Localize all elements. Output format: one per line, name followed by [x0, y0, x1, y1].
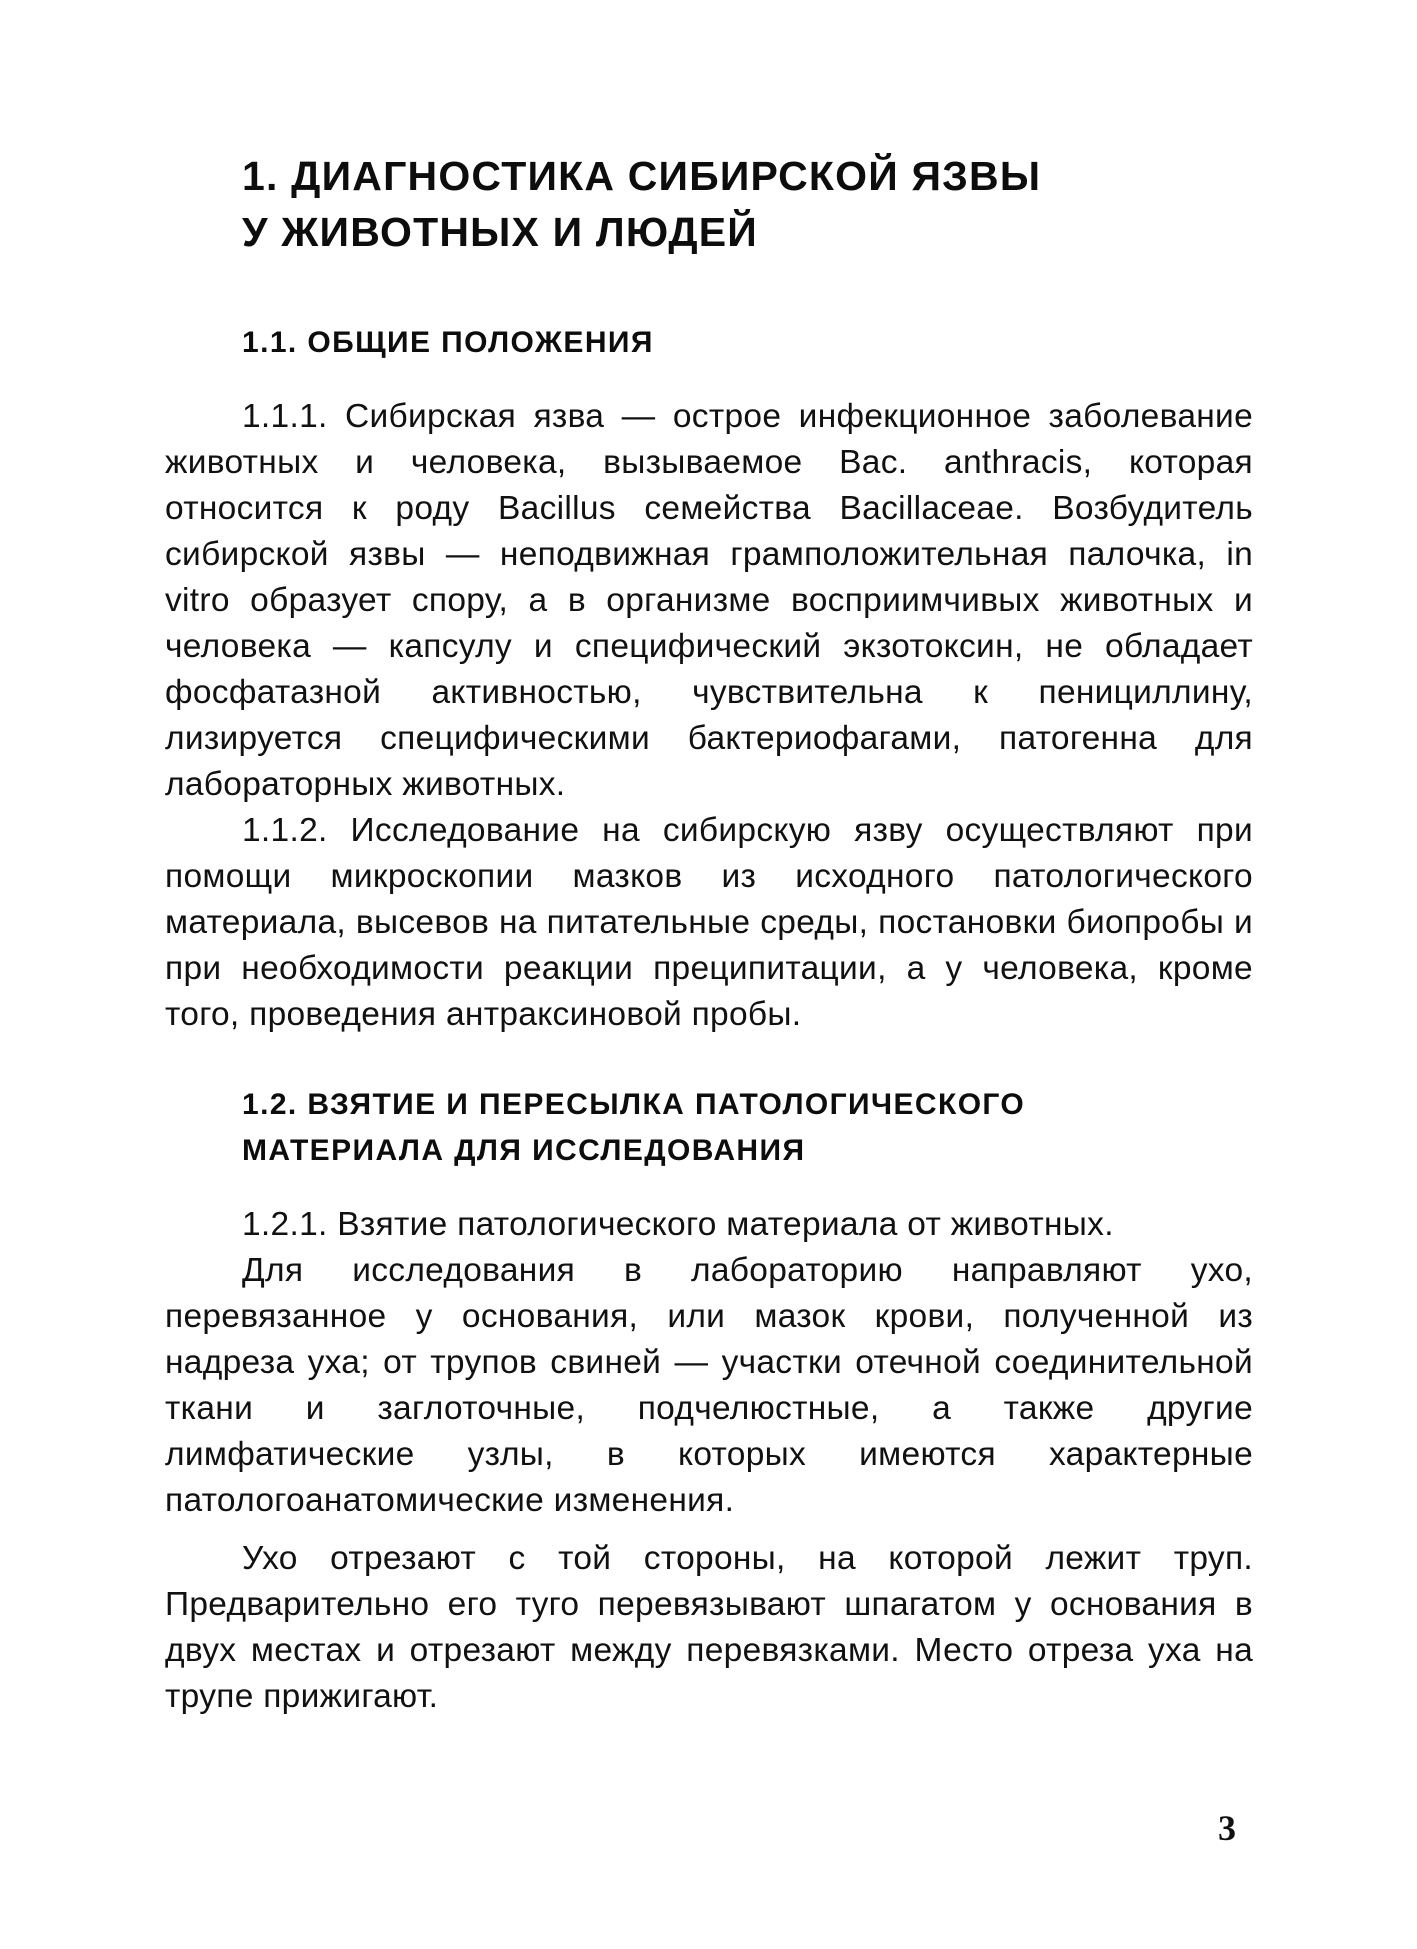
section-heading-1-2-line-1: 1.2. ВЗЯТИЕ И ПЕРЕСЫЛКА ПАТОЛОГИЧЕСКОГО: [242, 1088, 1026, 1121]
paragraph-1-2-1: 1.2.1. Взятие патологического материала от животных.: [242, 1206, 1114, 1243]
paragraph-1-2-1-body: Для исследования в лабораторию направляют ухо, перевязанное у основания, или мазок крови, полученной из надреза уха; от трупов свиней — участки отечной соединительной ткани и заглоточные, подчелюстные, а также другие лимфатические узлы, в которых имеются характерные патологоанатомические изменения.: [165, 1252, 1253, 1519]
paragraph-ear-cutting: Ухо отрезают с той стороны, на которой лежит труп. Предварительно его туго перевязывают шпагатом у основания в двух местах и отрезают между перевязками. Место отреза уха на трупе прижигают.: [165, 1540, 1253, 1715]
paragraph-1-1-1: 1.1.1. Сибирская язва — острое инфекционное заболевание животных и человека, вызываемое Bac. anthracis, которая относится к роду Bacillus семейства Bacillaceae. Возбудитель сибирской язвы — неподвижная грамположительная палочка, in vitro образует спору, а в организме восприимчивых животных и человека — капсулу и специфический экзотоксин, не обладает фосфатазной активностью, чувствительна к пенициллину, лизируется специфическими бактериофагами, патогенна для лабораторных животных.: [165, 398, 1253, 803]
chapter-title: [242, 148, 1253, 260]
chapter-title-line-1: 1. ДИАГНОСТИКА СИБИРСКОЙ ЯЗВЫ: [242, 153, 1042, 199]
document-page: [165, 148, 1253, 1720]
paragraph-1-1-2: 1.1.2. Исследование на сибирскую язву осуществляют при помощи микроскопии мазков из исходного патологического материала, высевов на питательные среды, постановки биопробы и при необходимости реакции преципитации, а у человека, кроме того, проведения антраксиновой пробы.: [165, 812, 1253, 1033]
section-heading-1-2: [242, 1082, 1253, 1174]
chapter-title-line-2: У ЖИВОТНЫХ И ЛЮДЕЙ: [242, 209, 758, 255]
section-heading-1-1: 1.1. ОБЩИЕ ПОЛОЖЕНИЯ: [242, 326, 654, 359]
page-number: 3: [1218, 1808, 1236, 1848]
section-heading-1-2-line-2: МАТЕРИАЛА ДЛЯ ИССЛЕДОВАНИЯ: [242, 1134, 806, 1167]
